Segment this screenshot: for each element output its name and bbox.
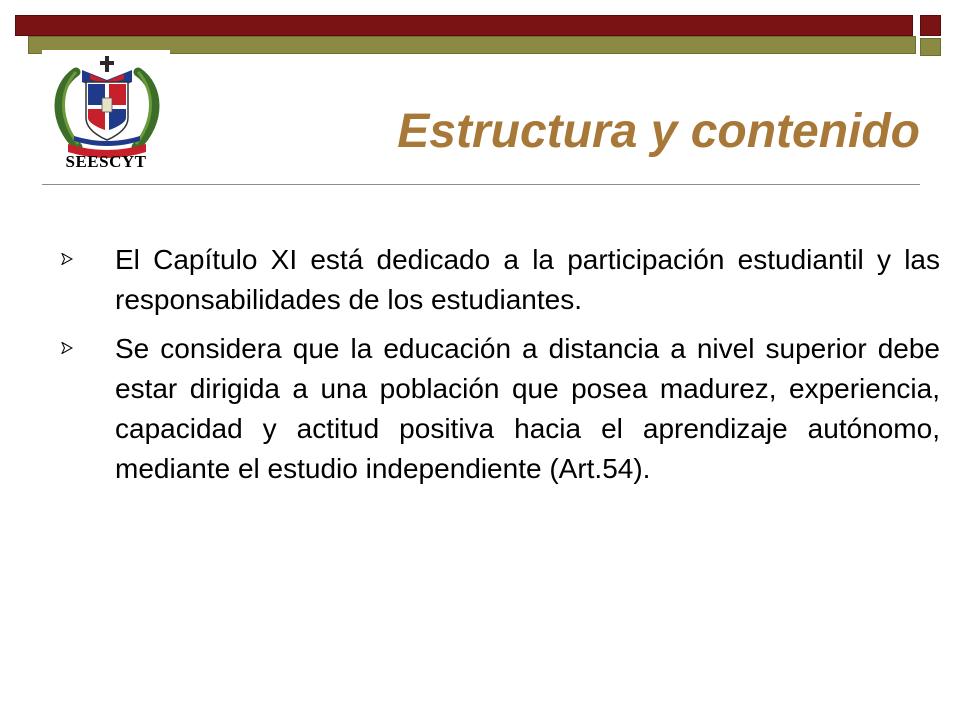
top-bar-dark	[15, 15, 913, 36]
coat-of-arms-icon	[46, 52, 168, 162]
logo-label: SEESCYT	[65, 152, 147, 171]
page-title: Estructura y contenido	[397, 105, 920, 158]
corner-square-olive	[920, 38, 941, 56]
corner-square-dark	[920, 15, 941, 36]
list-item	[60, 240, 940, 320]
bullet-text: El Capítulo XI está dedicado a la participación estudiantil y las responsabilidades de los estudiantes.	[115, 244, 940, 315]
bullet-text: Se considera que la educación a distancia a nivel superior debe estar dirigida a una población que posea madurez, experiencia, capacidad y actitud positiva hacia el aprendizaje autónomo, mediante el estudio independiente (Art.54).	[115, 333, 940, 484]
list-item	[60, 329, 940, 489]
arrow-bullet-icon	[61, 253, 73, 265]
bullet-list	[60, 240, 940, 498]
arrow-bullet-icon	[61, 342, 73, 354]
logo	[42, 50, 170, 184]
title-divider	[42, 184, 920, 185]
